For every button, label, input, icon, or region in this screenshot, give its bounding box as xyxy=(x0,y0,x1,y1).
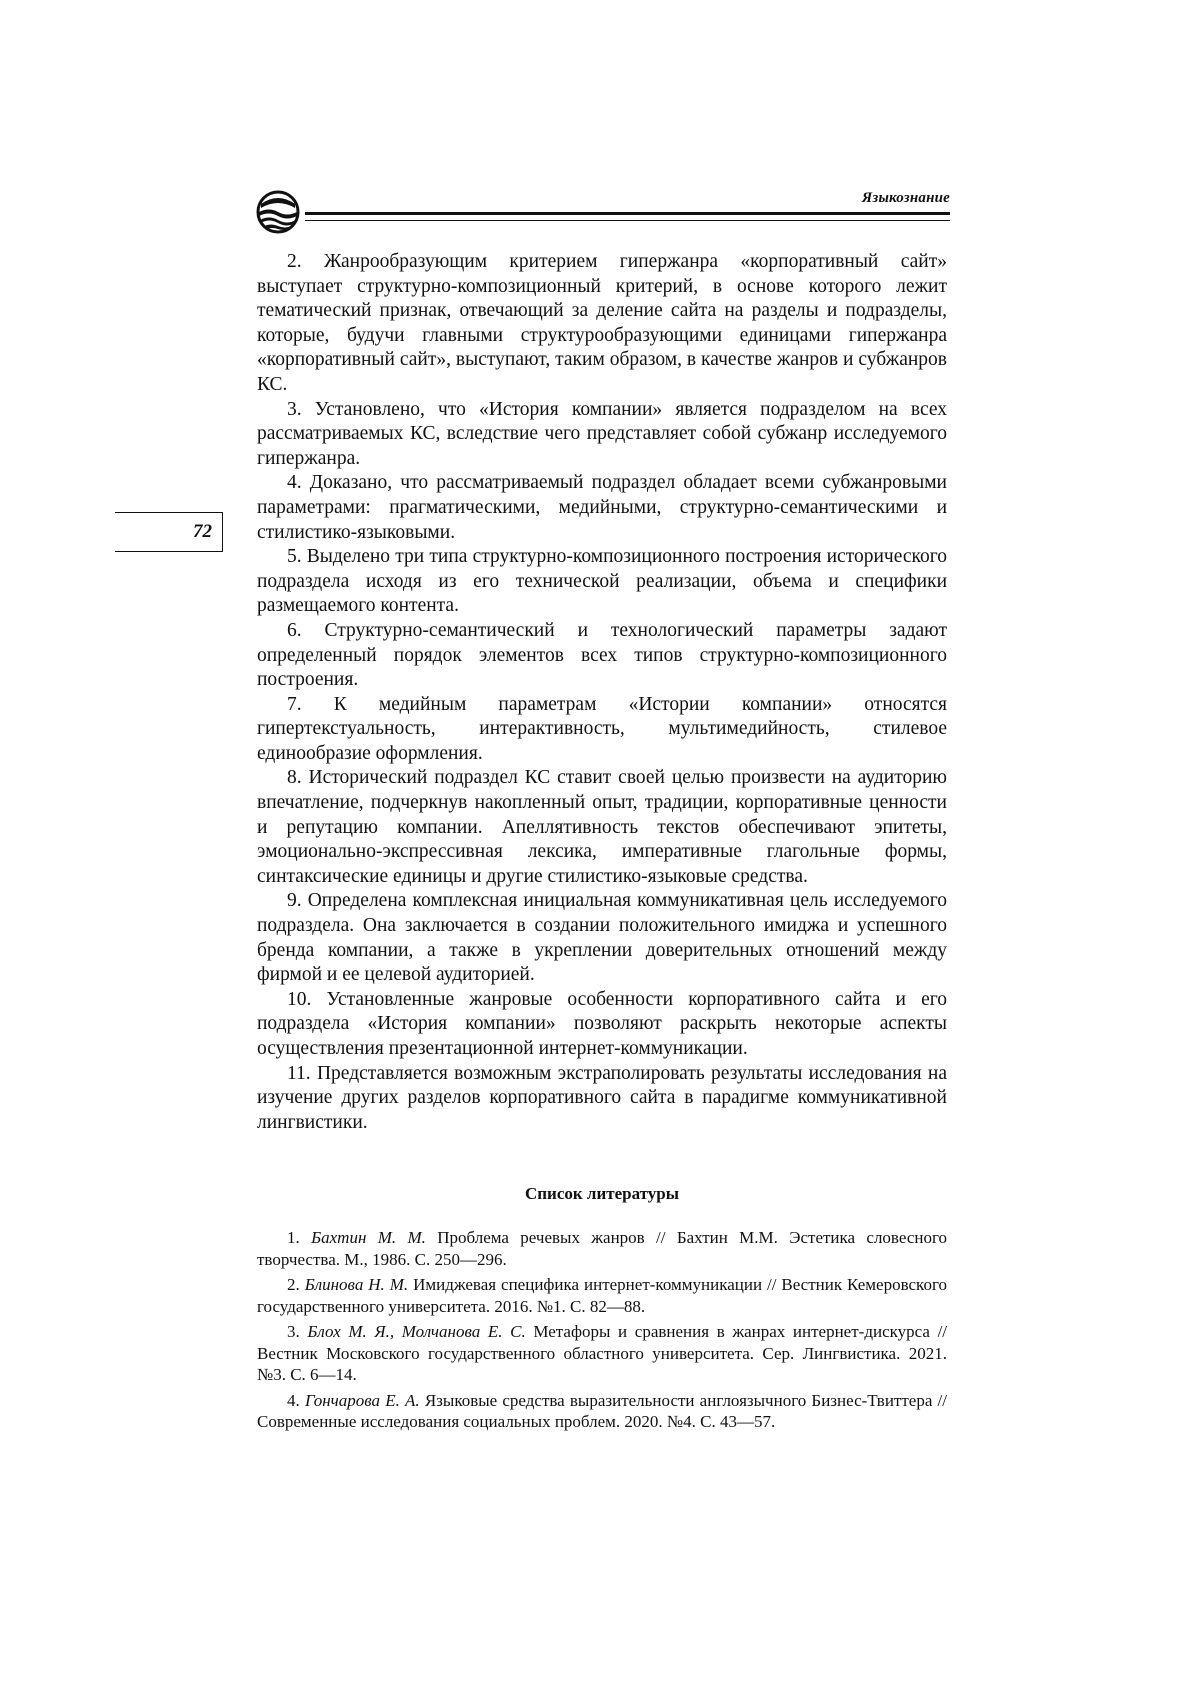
paragraph: 5. Выделено три типа структурно-композиционного построения исторического подраздела исходя из его технической реализации, объема и специфики размещаемого контента. xyxy=(257,546,947,617)
paragraph: 3. Установлено, что «История компании» является подразделом на всех рассматриваемых КС, вследствие чего представляет собой субжанр исследуемого гипержанра. xyxy=(257,398,947,469)
reference-text: Языковые средства выразительности англоязычного Бизнес-Твиттера // Современные исследования социальных проблем. 2020. №4. С. 43—57. xyxy=(257,1390,948,1431)
reference-author: Бахтин М. М. xyxy=(311,1228,426,1247)
reference-author: Блох М. Я., Молчанова Е. С. xyxy=(307,1322,526,1341)
reference-text: Проблема речевых жанров // Бахтин М.М. Эстетика словесного творчества. М., 1986. С. 250—296. xyxy=(257,1228,948,1269)
reference-text: Имиджевая специфика интернет-коммуникации // Вестник Кемеровского государственного университета. 2016. №1. С. 82—88. xyxy=(257,1275,947,1316)
paragraph: 7. К медийным параметрам «Истории компании» относятся гипертекстуальность, интерактивность, мультимедийность, стилевое единообразие оформления. xyxy=(257,693,947,764)
paragraph: 4. Доказано, что рассматриваемый подраздел обладает всеми субжанровыми параметрами: прагматическими, медийными, структурно-семантическими и стилистико-языковыми. xyxy=(257,472,947,543)
reference-item xyxy=(257,1390,947,1433)
reference-number: 4. xyxy=(287,1390,300,1410)
page-number: 72 xyxy=(193,521,212,542)
paragraph: 11. Представляется возможным экстраполировать результаты исследования на изучение других разделов корпоративного сайта в парадигме коммуникативной лингвистики. xyxy=(257,1062,947,1133)
page-number-box xyxy=(115,512,223,552)
reference-author: Гончарова Е. А. xyxy=(304,1390,420,1410)
paragraph: 8. Исторический подраздел КС ставит своей целью произвести на аудиторию впечатление, подчеркнув накопленный опыт, традиции, корпоративные ценности и репутацию компании. Апеллятивность текстов обеспечивают эпитеты, эмоционально-экспрессивная лексика, императивные глагольные формы, синтаксические единицы и другие стилистико-языковые средства. xyxy=(257,767,947,887)
reference-item xyxy=(257,1274,947,1317)
journal-logo-icon xyxy=(255,190,301,234)
paragraph: 9. Определена комплексная инициальная коммуникативная цель исследуемого подраздела. Она заключается в создании положительного имиджа и успешного бренда компании, а также в укреплении доверительных отношений между фирмой и ее целевой аудиторией. xyxy=(257,890,947,986)
reference-number: 3. xyxy=(287,1322,300,1341)
conclusions-text xyxy=(257,250,947,1135)
reference-author: Блинова Н. М. xyxy=(304,1275,409,1294)
paragraph: 6. Структурно-семантический и технологический параметры задают определенный порядок элементов всех типов структурно-композиционного построения. xyxy=(257,619,947,691)
reference-text: Метафоры и сравнения в жанрах интернет-дискурса // Вестник Московского государственного областного университета. Сер. Лингвистика. 2021. №3. С. 6—14. xyxy=(257,1322,948,1384)
reference-number: 2. xyxy=(287,1275,300,1294)
header-rule xyxy=(305,212,950,221)
references-list xyxy=(257,1227,947,1437)
reference-number: 1. xyxy=(287,1228,300,1247)
reference-item xyxy=(257,1227,947,1270)
references-title: Список литературы xyxy=(524,1184,680,1203)
paragraph: 10. Установленные жанровые особенности корпоративного сайта и его подраздела «История компании» позволяют раскрыть некоторые аспекты осуществления презентационной интернет-коммуникации. xyxy=(257,988,947,1059)
paragraph: 2. Жанрообразующим критерием гипержанра «корпоративный сайт» выступает структурно-композиционный критерий, в основе которого лежит тематический признак, отвечающий за деление сайта на разделы и подразделы, которые, будучи главными структурообразующими единицами гипержанра «корпоративный сайт», выступают, таким образом, в качестве жанров и субжанров КС. xyxy=(257,251,947,395)
section-title: Языкознание xyxy=(861,190,950,206)
reference-item xyxy=(257,1321,947,1386)
page-header xyxy=(255,184,950,234)
